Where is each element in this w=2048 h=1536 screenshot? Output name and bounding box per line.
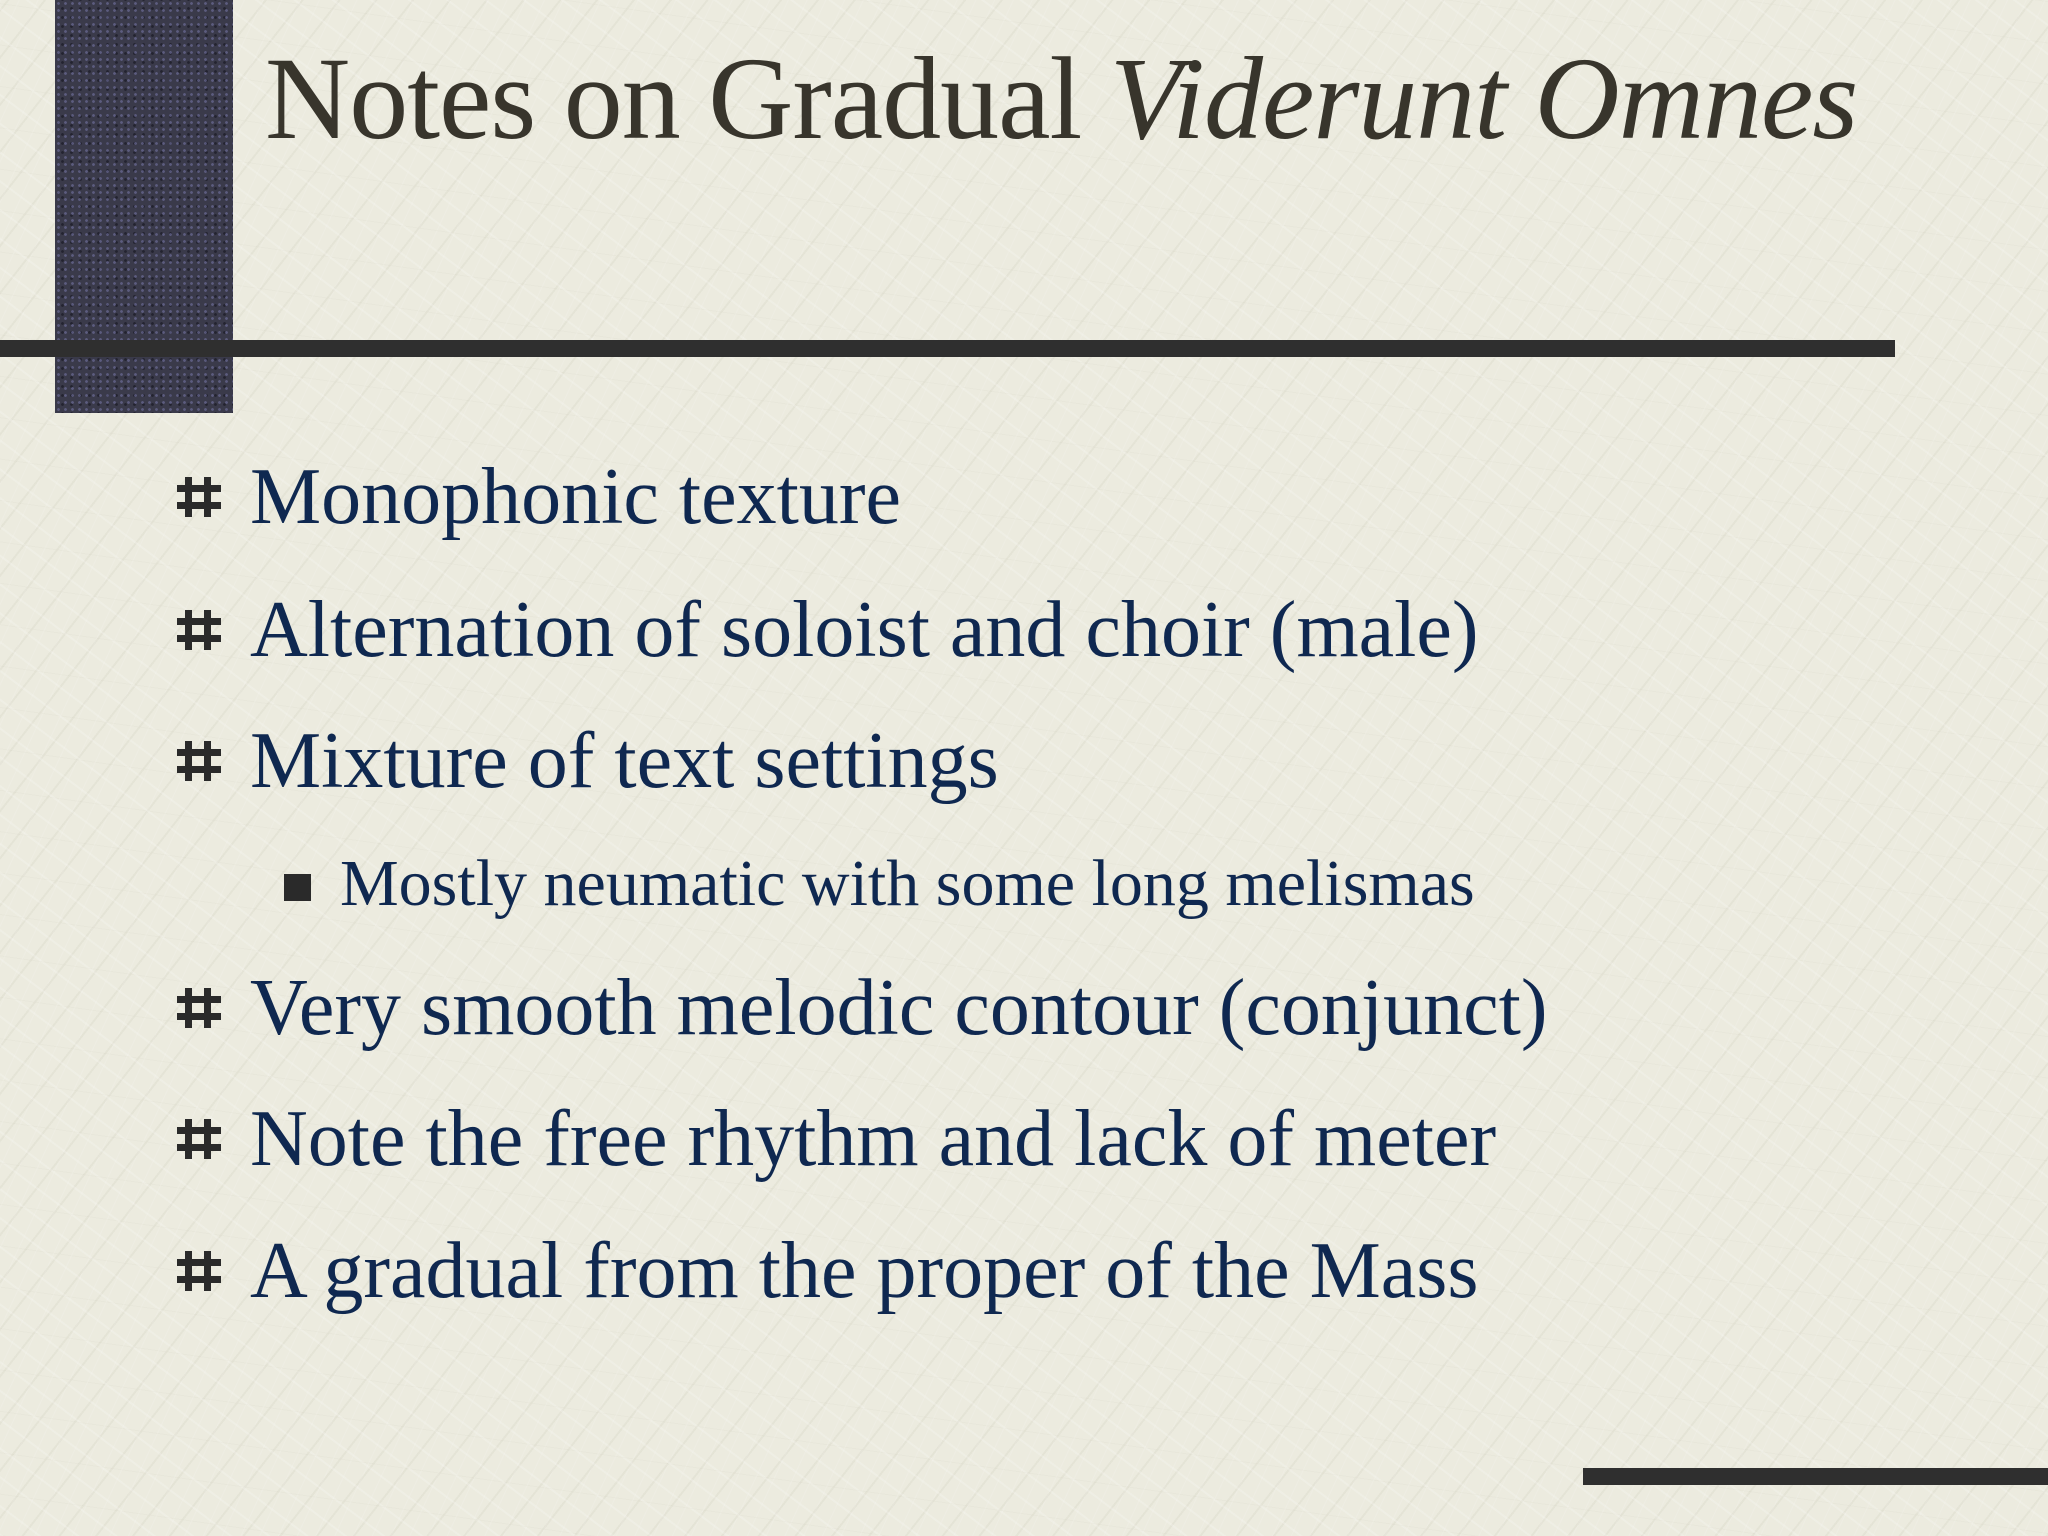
bullet-text: Mixture of text settings [250, 717, 999, 805]
square-bullet-icon [284, 874, 311, 901]
bullet-text: Monophonic texture [250, 453, 901, 541]
slide-title-italic: Viderunt Omnes [1109, 33, 1858, 164]
hash-bullet-icon [174, 605, 224, 655]
bullet-text: Very smooth melodic contour (conjunct) [250, 964, 1548, 1052]
hash-bullet-icon [174, 472, 224, 522]
slide-title-plain: Notes on Gradual [265, 33, 1110, 164]
hash-bullet-icon [174, 1246, 224, 1296]
hash-bullet-icon [174, 983, 224, 1033]
bullet-text: Note the free rhythm and lack of meter [250, 1095, 1497, 1183]
sub-bullet-text: Mostly neumatic with some long melismas [340, 847, 1475, 920]
bullet-text: Alternation of soloist and choir (male) [250, 586, 1479, 674]
bullet-text: A gradual from the proper of the Mass [250, 1227, 1479, 1315]
hash-bullet-icon [174, 1114, 224, 1164]
hash-bullet-icon [174, 736, 224, 786]
